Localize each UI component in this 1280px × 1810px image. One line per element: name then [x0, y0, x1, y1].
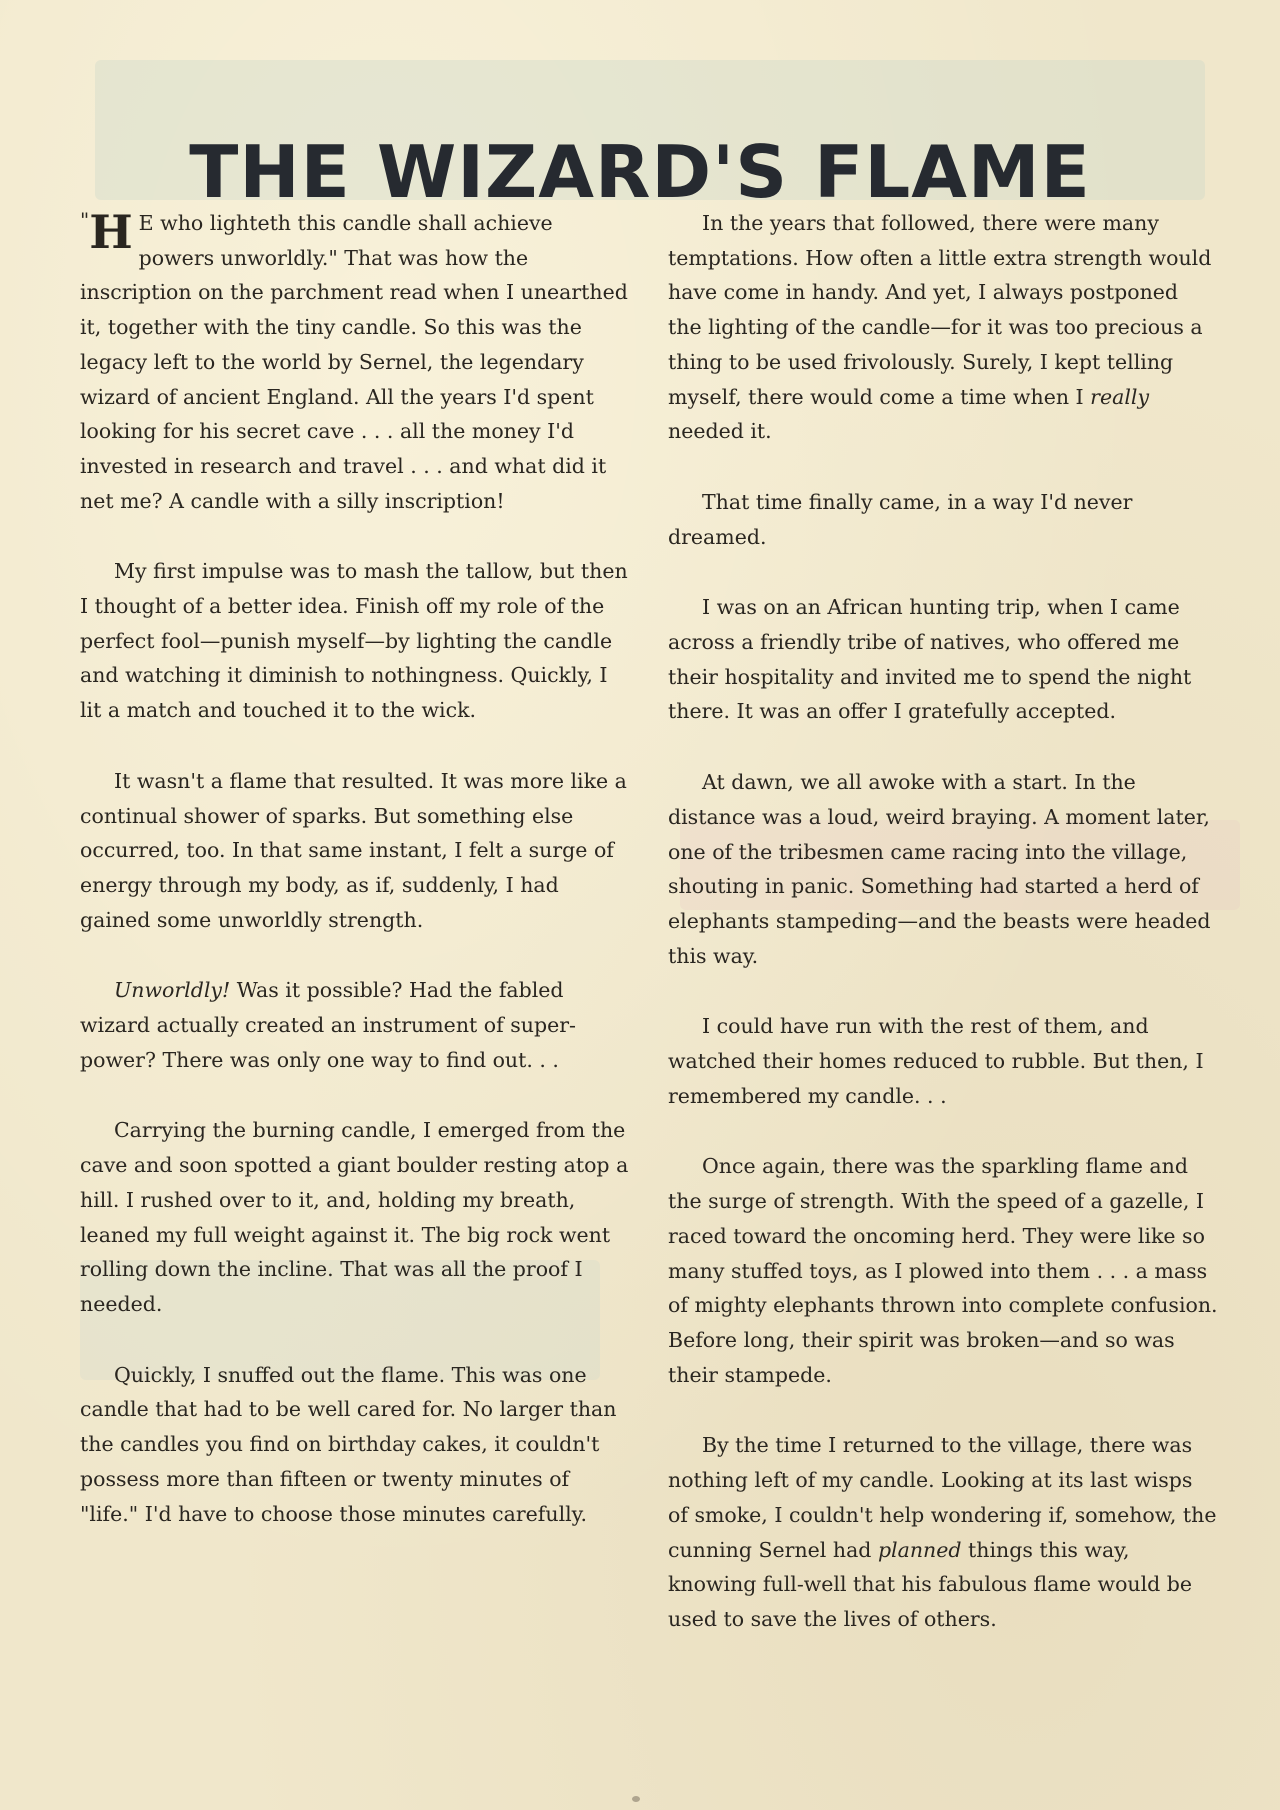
paragraph-text: needed it. [668, 419, 772, 444]
emphasis: planned [877, 1537, 962, 1562]
paragraph: I could have run with the rest of them, and watched their homes reduced to rubble. But then, I remembered my candle. . . [668, 1014, 1204, 1108]
paragraph: My first impulse was to mash the tallow, but then I thought of a better idea. Finish off my role of the perfect fool—punish myself—by lighting the candle and watching it diminish to nothingness. Quickly, I lit a match and touched it to the wick. [80, 559, 628, 723]
paragraph-text: Was it possible? Had the fabled wizard actually created an instrument of super-power? There was only one way to find out. . . [80, 978, 576, 1072]
paragraph-text: E who lighteth this candle shall achieve powers unworldly." That was how the inscription on the parchment read when I unearthed it, together with the tiny candle. So this was the legacy left to the world by Sernel, the legendary wizard of ancient England. All the years I'd spent looking for his secret cave . . . all the money I'd invested in research and travel . . . and what did it net me? A candle with a silly inscription! [80, 211, 628, 513]
story-title: THE WIZARD'S FLAME [189, 130, 1091, 215]
paragraph [80, 973, 630, 1077]
paragraph [668, 1428, 1218, 1636]
paragraph-text: things this way, knowing full-well that his fabulous flame would be used to save the lives of others. [668, 1537, 1193, 1631]
paragraph-text: In the years that followed, there were many temptations. How often a little extra strength would have come in handy. And yet, I always postponed the lighting of the candle—for it was too precious a thing to be used frivolously. Surely, I kept telling myself, there would come a time when I [668, 211, 1212, 409]
paragraph [80, 206, 630, 518]
opening-quote: " [80, 208, 90, 232]
drop-cap: H [89, 205, 133, 259]
paragraph-text: By the time I returned to the village, there was nothing left of my candle. Looking at its last wisps of smoke, I couldn't help wondering if, somehow, the cunning Sernel had [668, 1433, 1217, 1562]
right-column [668, 206, 1218, 1673]
paragraph: That time finally came, in a way I'd never dreamed. [668, 489, 1133, 549]
paragraph: Quickly, I snuffed out the flame. This was one candle that had to be well cared for. No larger than the candles you find on birthday cakes, it couldn't possess more than fifteen or twenty minutes of "life." I'd have to choose those minutes carefully. [80, 1362, 617, 1526]
emphasis: really [1090, 384, 1150, 409]
emphasis: Unworldly! [114, 978, 231, 1003]
print-smudge [632, 1796, 640, 1802]
paragraph [668, 206, 1218, 449]
paragraph: At dawn, we all awoke with a start. In the distance was a loud, weird braying. A moment later, one of the tribesmen came racing into the village, shouting in panic. Something had started a herd of elephants stampeding—and the beasts were headed this way. [668, 770, 1211, 968]
left-column [80, 206, 630, 1567]
paragraph: It wasn't a flame that resulted. It was more like a continual shower of sparks. But something else occurred, too. In that same instant, I felt a surge of energy through my body, as if, suddenly, I had gained some unworldly strength. [80, 768, 627, 932]
paragraph: Once again, there was the sparkling flame and the surge of strength. With the speed of a gazelle, I raced toward the oncoming herd. They were like so many stuffed toys, as I plowed into them . . . a mass of mighty elephants thrown into complete confusion. Before long, their spirit was broken—and so was their stampede. [668, 1154, 1218, 1387]
paragraph: Carrying the burning candle, I emerged from the cave and soon spotted a giant boulder resting atop a hill. I rushed over to it, and, holding my breath, leaned my full weight against it. The big rock went rolling down the incline. That was all the proof I needed. [80, 1118, 629, 1316]
paragraph: I was on an African hunting trip, when I came across a friendly tribe of natives, who offered me their hospitality and invited me to spend the night there. It was an offer I gratefully accepted. [668, 595, 1192, 724]
